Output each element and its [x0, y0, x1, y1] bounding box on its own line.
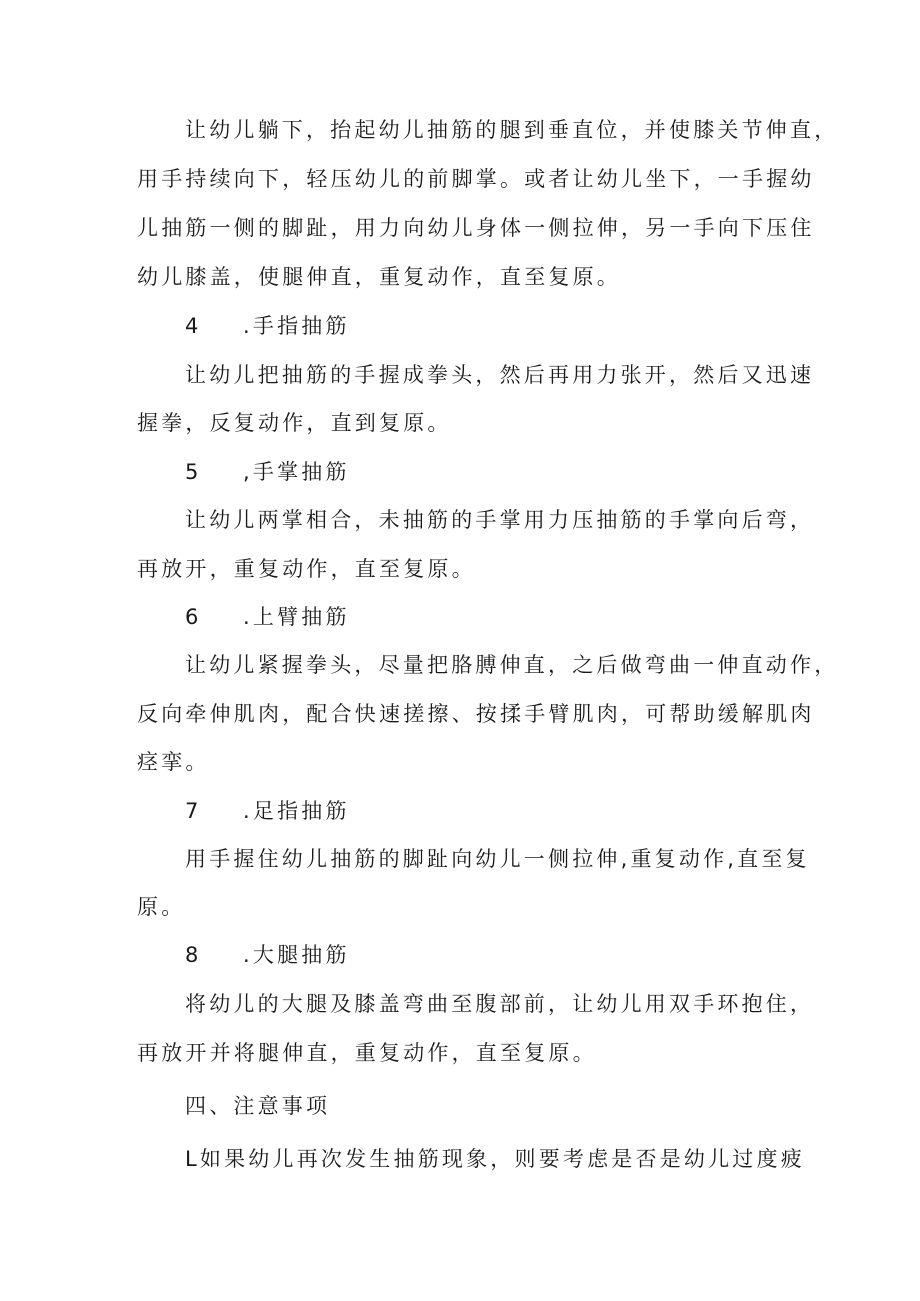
paragraph-line: 让幼儿躺下，抬起幼儿抽筋的腿到垂直位，并使膝关节伸直，: [185, 118, 839, 142]
paragraph-line: 再放开并将腿伸直，重复动作，直至复原。: [137, 1041, 597, 1065]
paragraph-line: 反向牵伸肌肉，配合快速搓擦、按揉手臂肌肉，可帮助缓解肌肉: [137, 702, 815, 726]
paragraph-line: 让幼儿紧握拳头，尽量把胳膊伸直，之后做弯曲一伸直动作，: [185, 653, 839, 677]
heading-number: 6: [185, 605, 199, 629]
paragraph-line: L如果幼儿再次发生抽筋现象，则要考虑是否是幼儿过度疲: [185, 1147, 805, 1171]
heading-number: 5: [185, 460, 199, 484]
heading-number: 4: [185, 314, 199, 338]
paragraph-line: 握拳，反复动作，直到复原。: [137, 411, 452, 435]
paragraph-line: 痉挛。: [137, 750, 210, 774]
section-heading-6: [185, 605, 350, 629]
paragraph-line: 让幼儿两掌相合，未抽筋的手掌用力压抽筋的手掌向后弯，: [185, 508, 815, 532]
heading-title: .大腿抽筋: [243, 943, 350, 967]
section-heading-4: [185, 314, 350, 338]
paragraph-line: 用手持续向下，轻压幼儿的前脚掌。或者让幼儿坐下，一手握幼: [137, 167, 815, 191]
paragraph-line: 幼儿膝盖，使腿伸直，重复动作，直至复原。: [137, 265, 621, 289]
heading-title: .手指抽筋: [243, 314, 350, 338]
paragraph-line: 再放开，重复动作，直至复原。: [137, 557, 476, 581]
paragraph-line: 将幼儿的大腿及膝盖弯曲至腹部前，让幼儿用双手环抱住，: [185, 992, 815, 1016]
paragraph-line: 让幼儿把抽筋的手握成拳头，然后再用力张开，然后又迅速: [185, 363, 815, 387]
section-heading-7: [185, 799, 350, 823]
heading-title: .足指抽筋: [243, 799, 350, 823]
section-heading-8: [185, 943, 350, 967]
heading-title: .上臂抽筋: [243, 605, 350, 629]
paragraph-line: 原。: [137, 895, 186, 919]
section-title-notes: 四、注意事项: [185, 1094, 331, 1118]
heading-number: 8: [185, 943, 199, 967]
heading-number: 7: [185, 799, 199, 823]
paragraph-line: 儿抽筋一侧的脚趾，用力向幼儿身体一侧拉伸，另一手向下压住: [137, 216, 815, 240]
heading-title: ,手掌抽筋: [243, 460, 350, 484]
section-heading-5: [185, 460, 350, 484]
paragraph-line: 用手握住幼儿抽筋的脚趾向幼儿一侧拉伸,重复动作,直至复: [185, 847, 810, 871]
